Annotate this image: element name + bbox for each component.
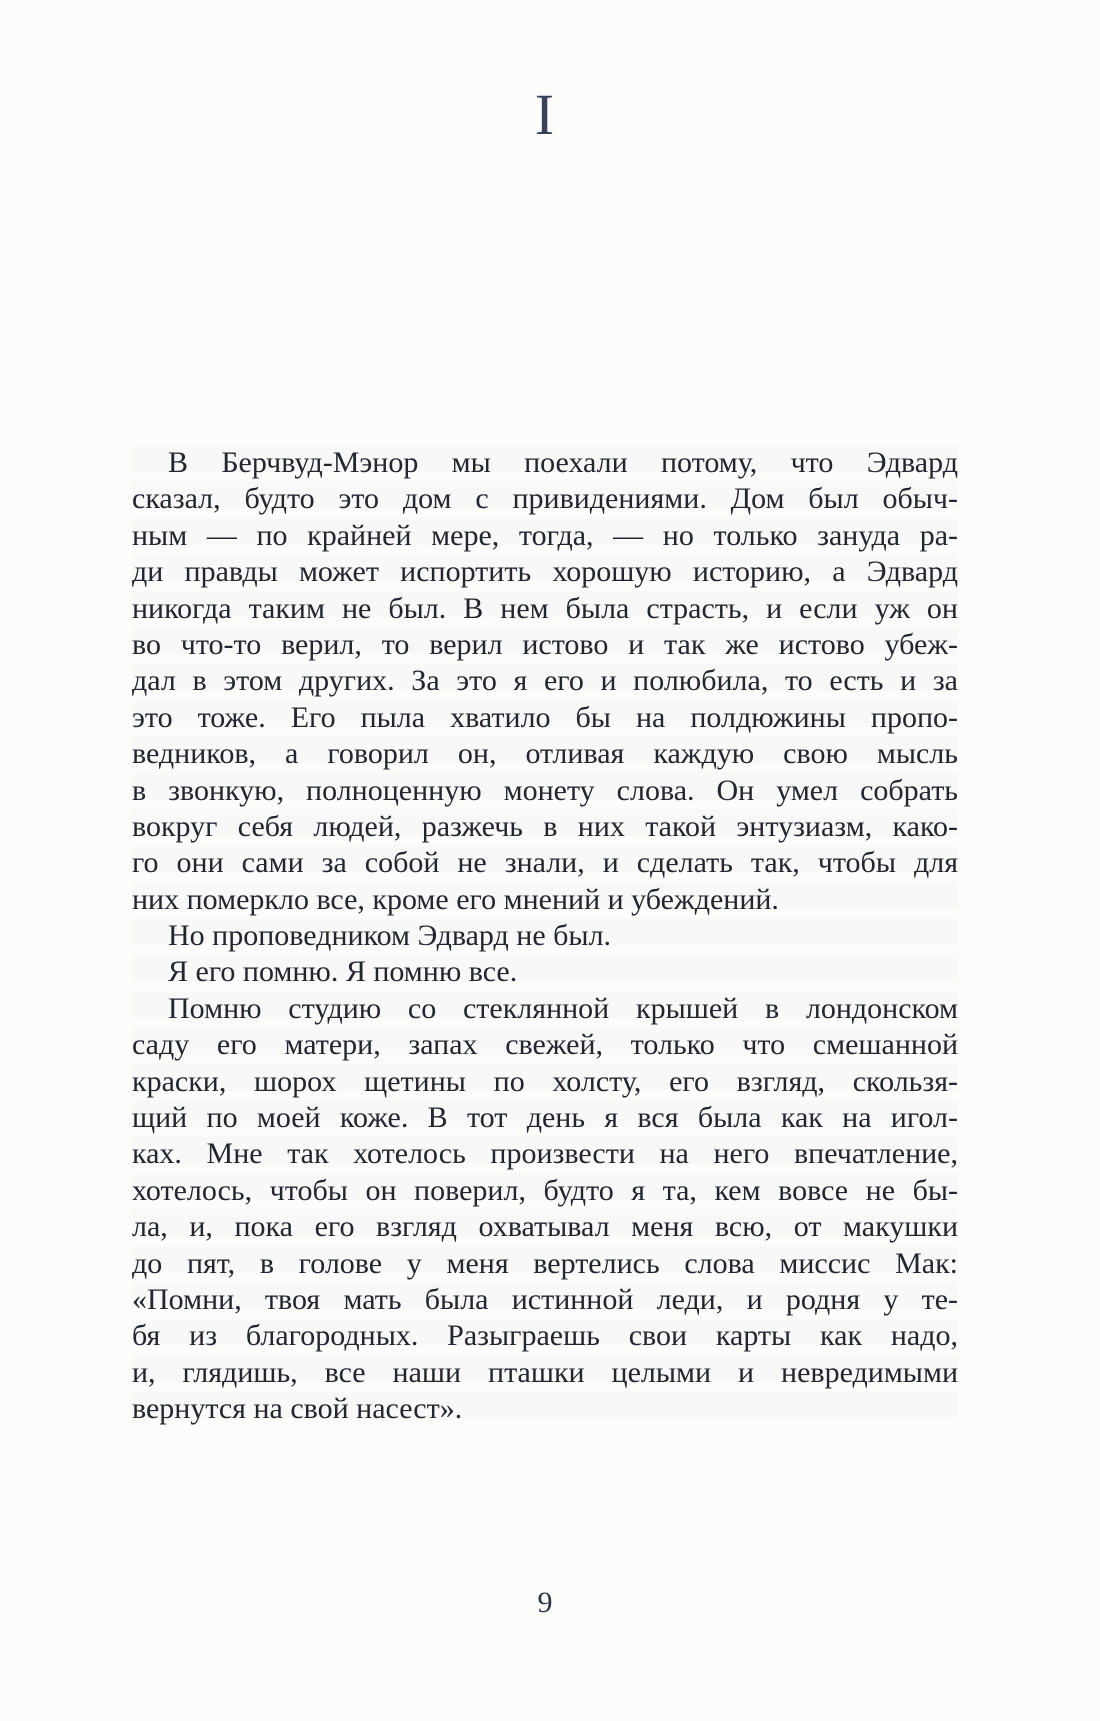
- text-line: ках. Мне так хотелось произвести на него впечатление,: [132, 1137, 958, 1171]
- text-line: них померкло все, кроме его мнений и убеждений.: [132, 882, 779, 916]
- page-number: 9: [537, 1586, 553, 1619]
- body-text-block: [132, 445, 958, 1428]
- text-line: ведников, а говорил он, отливая каждую свою мысль: [132, 737, 958, 771]
- text-line: до пят, в голове у меня вертелись слова миссис Мак:: [132, 1246, 958, 1280]
- text-line: сказал, будто это дом с привидениями. Дом был обыч-: [132, 482, 958, 516]
- text-line: Я его помню. Я помню все.: [168, 955, 518, 989]
- text-line: Помню студию со стеклянной крышей в лондонском: [168, 991, 958, 1025]
- text-line: никогда таким не был. В нем была страсть, и если уж он: [132, 591, 958, 625]
- text-line: ла, и, пока его взгляд охватывал меня всю, от макушки: [132, 1210, 958, 1244]
- text-line: краски, шорох щетины по холсту, его взгляд, скользя-: [132, 1064, 958, 1098]
- text-line: в звонкую, полноценную монету слова. Он умел собрать: [132, 773, 958, 807]
- text-line: го они сами за собой не знали, и сделать так, чтобы для: [132, 846, 958, 880]
- text-line: В Берчвуд-Мэнор мы поехали потому, что Эдвард: [168, 446, 958, 479]
- text-line: дал в этом других. За это я его и полюбила, то есть и за: [132, 664, 958, 698]
- text-line: щий по моей коже. В тот день я вся была как на игол-: [132, 1101, 958, 1135]
- text-line: саду его матери, запах свежей, только что смешанной: [132, 1028, 958, 1062]
- chapter-heading: I: [534, 82, 556, 147]
- text-line: и, глядишь, все наши пташки целыми и невредимыми: [132, 1355, 958, 1389]
- text-line: вокруг себя людей, разжечь в них такой энтузиазм, како-: [132, 809, 958, 843]
- text-line: бя из благородных. Разыграешь свои карты как надо,: [132, 1319, 958, 1353]
- text-line: Но проповедником Эдвард не был.: [168, 919, 612, 953]
- text-line: вернутся на свой насест».: [132, 1392, 463, 1426]
- text-line: «Помни, твоя мать была истинной леди, и родня у те-: [132, 1282, 958, 1316]
- text-line: это тоже. Его пыла хватило бы на полдюжины пропо-: [132, 700, 958, 734]
- text-line: ным — по крайней мере, тогда, — но только зануда ра-: [132, 518, 958, 552]
- text-line: ди правды может испортить хорошую историю, а Эдвард: [132, 555, 958, 589]
- text-line: во что-то верил, то верил истово и так же истово убеж-: [132, 627, 958, 661]
- text-line: хотелось, чтобы он поверил, будто я та, кем вовсе не бы-: [132, 1173, 958, 1207]
